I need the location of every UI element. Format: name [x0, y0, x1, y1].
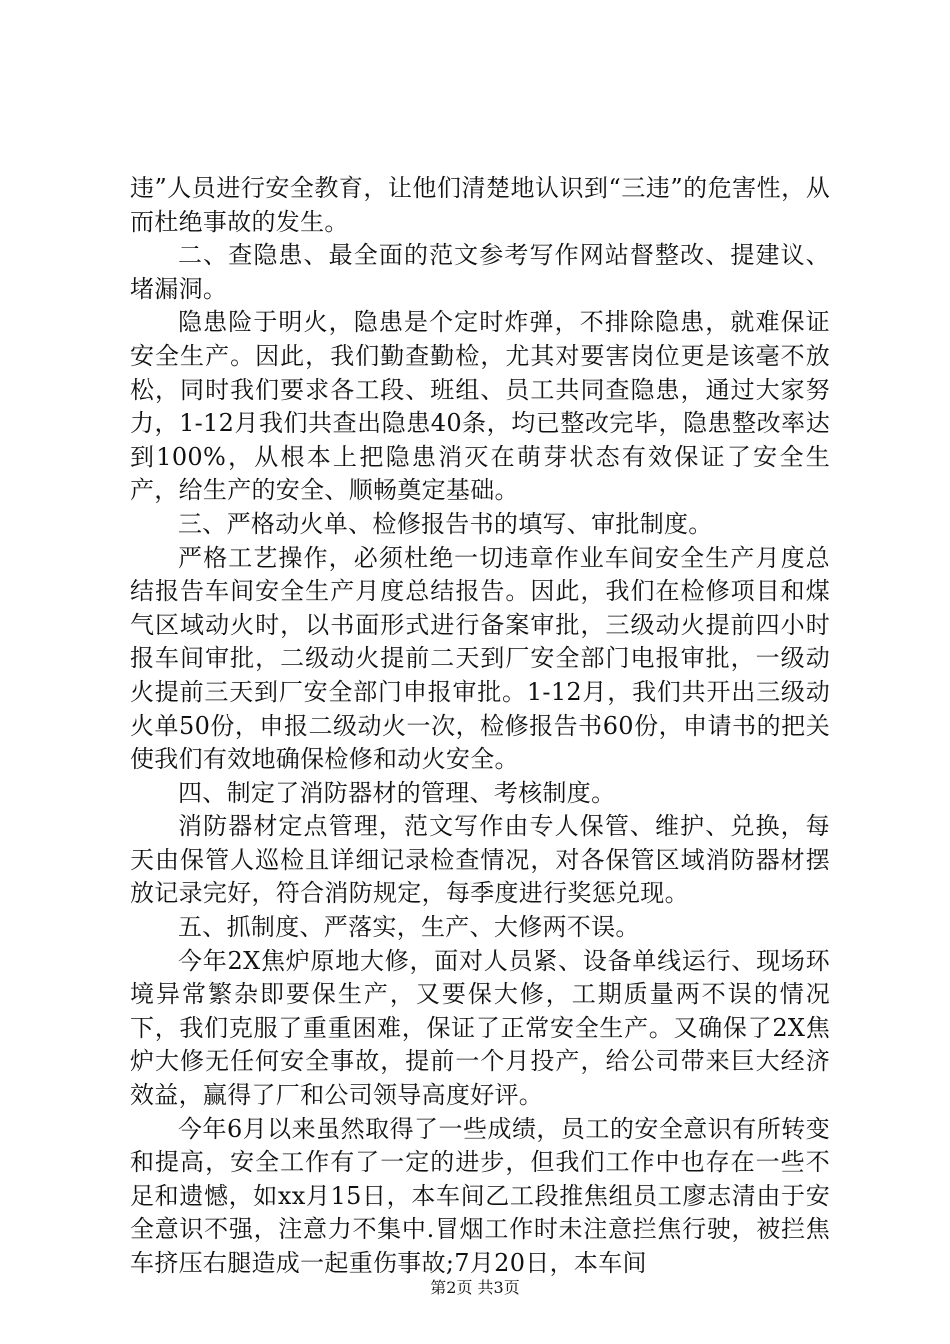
paragraph-fire-equipment: 消防器材定点管理，范文写作由专人保管、维护、兑换，每天由保管人巡检且详细记录检查情况，对各保管区域消防器材摆放记录完好，符合消防规定，每季度进行奖惩兑现。	[130, 812, 830, 908]
section-heading-2: 二、查隐患、最全面的范文参考写作网站督整改、提建议、堵漏洞。	[130, 241, 830, 303]
section-heading-5: 五、抓制度、严落实，生产、大修两不误。	[178, 913, 640, 942]
paragraph-continued: 违”人员进行安全教育，让他们清楚地认识到“三违”的危害性，从而杜绝事故的发生。	[130, 174, 830, 236]
paragraph-fire-permits: 严格工艺操作，必须杜绝一切违章作业车间安全生产月度总结报告车间安全生产月度总结报告。因此，我们在检修项目和煤气区域动火时，以书面形式进行备案审批，三级动火提前四小时报车间审批，二级动火提前二天到厂安全部门电报审批，一级动火提前三天到厂安全部门申报审批。1-12月，我们共开出三级动火单50份，申报二级动火一次，检修报告书60份，申请书的把关使我们有效地确保检修和动火安全。	[130, 543, 830, 774]
paragraph-hidden-dangers: 隐患险于明火，隐患是个定时炸弹，不排除隐患，就难保证安全生产。因此，我们勤查勤检，尤其对要害岗位更是该毫不放松，同时我们要求各工段、班组、员工共同查隐患，通过大家努力，1-12月我们共查出隐患40条，均已整改完毕，隐患整改率达到100%，从根本上把隐患消灭在萌芽状态有效保证了安全生产，给生产的安全、顺畅奠定基础。	[130, 308, 830, 505]
document-body	[130, 172, 830, 1281]
section-heading-4: 四、制定了消防器材的管理、考核制度。	[178, 778, 616, 807]
paragraph-shortcomings: 今年6月以来虽然取得了一些成绩，员工的安全意识有所转变和提高，安全工作有了一定的进步，但我们工作中也存在一些不足和遗憾，如xx月15日，本车间乙工段推焦组员工廖志清由于安全意识不强，注意力不集中.冒烟工作时未注意拦焦行驶，被拦焦车挤压右腿造成一起重伤事故;7月20日，本车间	[130, 1114, 830, 1277]
section-heading-3: 三、严格动火单、检修报告书的填写、审批制度。	[178, 509, 713, 538]
paragraph-overhaul: 今年2X焦炉原地大修，面对人员紧、设备单线运行、现场环境异常繁杂即要保生产，又要保大修，工期质量两不误的情况下，我们克服了重重困难，保证了正常安全生产。又确保了2X焦炉大修无任何安全事故，提前一个月投产，给公司带来巨大经济效益，赢得了厂和公司领导高度好评。	[130, 946, 830, 1110]
page-number-footer: 第2页 共3页	[430, 1278, 520, 1297]
